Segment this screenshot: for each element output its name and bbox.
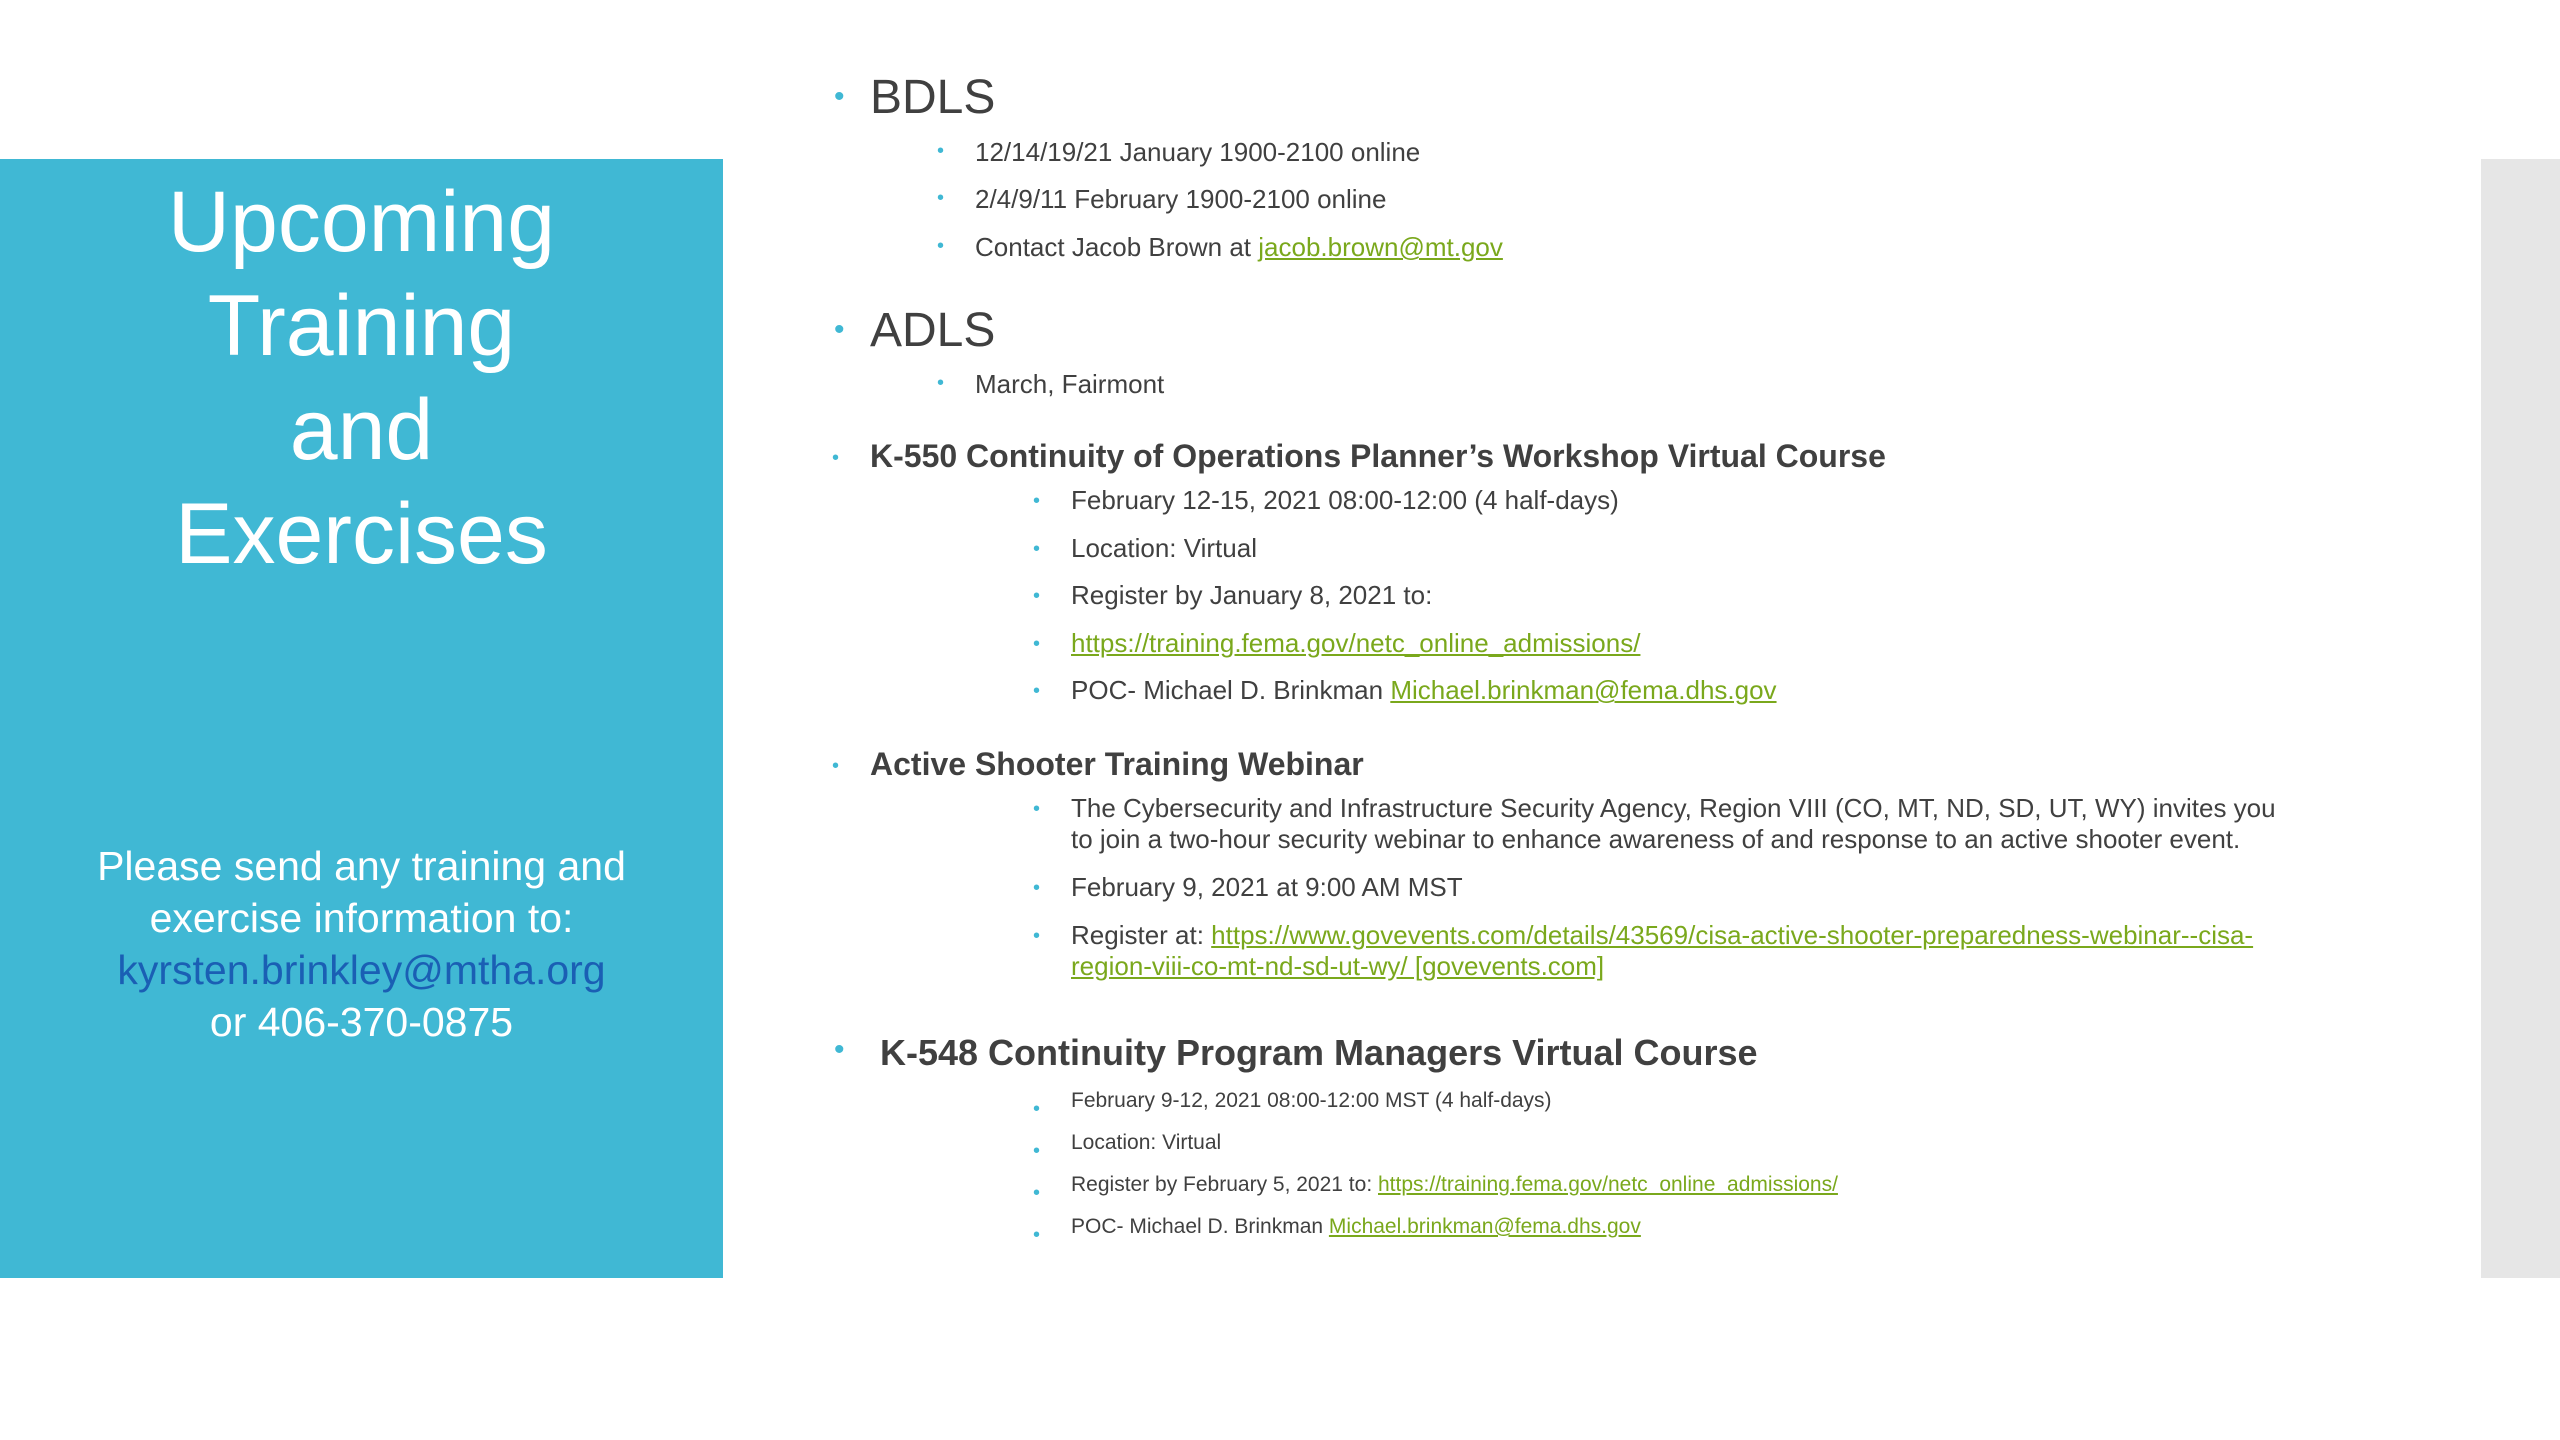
k548-poc	[1071, 1215, 1641, 1239]
bullet-icon: •	[832, 755, 840, 777]
k548-register-label: Register by February 5, 2021 to:	[1071, 1173, 1378, 1196]
bdls-item: 12/14/19/21 January 1900-2100 online	[975, 137, 1421, 167]
bdls-heading: BDLS	[870, 71, 996, 124]
k548-location: Location: Virtual	[1071, 1131, 1222, 1154]
k548-poc-link[interactable]: Michael.brinkman@fema.dhs.gov	[1328, 1215, 1641, 1238]
contact-phone: or 406-370-0875	[209, 999, 514, 1045]
bullet-icon: •	[834, 313, 845, 346]
k550-heading: K-550 Continuity of Operations Planner’s Workshop Virtual Course	[870, 438, 1886, 474]
bullet-icon: •	[1033, 1140, 1041, 1162]
bullet-icon: •	[937, 187, 945, 209]
k548-dates: February 9-12, 2021 08:00-12:00 MST (4 half-days)	[1071, 1089, 1552, 1112]
bullet-icon: •	[937, 372, 945, 394]
title-line: Training	[207, 278, 516, 374]
bullet-icon: •	[1033, 925, 1041, 947]
bullet-icon: •	[1033, 538, 1041, 560]
adls-heading: ADLS	[870, 304, 996, 357]
bullet-icon: •	[1033, 490, 1041, 512]
k550-register: Register by January 8, 2021 to:	[1071, 580, 1433, 610]
k548-poc-label: POC- Michael D. Brinkman	[1071, 1215, 1329, 1238]
active-shooter-register-link[interactable]: region-viii-co-mt-nd-sd-ut-wy/ [govevents.com]	[1071, 951, 1605, 981]
bullet-icon: •	[937, 235, 945, 257]
bullet-icon: •	[1033, 1098, 1041, 1120]
k548-register	[1071, 1173, 1838, 1197]
active-shooter-register-label: Register at:	[1071, 920, 1212, 950]
slide-title	[0, 170, 723, 586]
k548-heading: K-548 Continuity Program Managers Virtual Course	[880, 1032, 1758, 1073]
bdls-contact	[975, 232, 1503, 263]
bullet-icon: •	[1033, 633, 1041, 655]
active-shooter-register	[1071, 920, 2253, 951]
k548-register-link[interactable]: https://training.fema.gov/netc_online_admissions/	[1378, 1173, 1838, 1196]
k550-poc-label: POC- Michael D. Brinkman	[1071, 675, 1391, 705]
title-line: and	[289, 382, 434, 478]
contact-email-link[interactable]: kyrsten.brinkley@mtha.org	[117, 947, 606, 993]
active-shooter-date: February 9, 2021 at 9:00 AM MST	[1071, 872, 1463, 902]
active-shooter-desc: The Cybersecurity and Infrastructure Security Agency, Region VIII (CO, MT, ND, SD, UT, WY) invites you	[1071, 793, 2276, 823]
bullet-icon: •	[834, 1033, 845, 1066]
contact-line: Please send any training and	[97, 843, 626, 889]
k550-location: Location: Virtual	[1071, 533, 1257, 563]
active-shooter-desc: to join a two-hour security webinar to enhance awareness of and response to an active shooter event.	[1071, 824, 2241, 854]
bullet-icon: •	[1033, 1224, 1041, 1246]
side-strip	[2481, 159, 2560, 1278]
bdls-contact-label: Contact Jacob Brown at	[975, 232, 1259, 262]
bullet-icon: •	[1033, 877, 1041, 899]
contact-line: exercise information to:	[149, 895, 574, 941]
active-shooter-heading: Active Shooter Training Webinar	[870, 746, 1364, 782]
bullet-icon: •	[1033, 1182, 1041, 1204]
k550-poc	[1071, 675, 1777, 706]
bullet-icon: •	[1033, 798, 1041, 820]
bdls-contact-link[interactable]: jacob.brown@mt.gov	[1258, 232, 1503, 262]
adls-item: March, Fairmont	[975, 369, 1165, 399]
title-line: Exercises	[175, 486, 548, 582]
contact-info	[0, 840, 723, 1048]
bdls-item: 2/4/9/11 February 1900-2100 online	[975, 184, 1387, 214]
bullet-icon: •	[832, 447, 840, 469]
active-shooter-register-link[interactable]: https://www.govevents.com/details/43569/cisa-active-shooter-preparedness-webinar--cisa-	[1211, 920, 2254, 950]
bullet-icon: •	[1033, 585, 1041, 607]
title-line: Upcoming	[167, 174, 556, 270]
bullet-icon: •	[937, 140, 945, 162]
k550-dates: February 12-15, 2021 08:00-12:00 (4 half-days)	[1071, 485, 1619, 515]
bullet-icon: •	[834, 80, 845, 113]
k550-register-link[interactable]: https://training.fema.gov/netc_online_admissions/	[1071, 628, 1641, 658]
bullet-icon: •	[1033, 680, 1041, 702]
k550-poc-link[interactable]: Michael.brinkman@fema.dhs.gov	[1390, 675, 1777, 705]
